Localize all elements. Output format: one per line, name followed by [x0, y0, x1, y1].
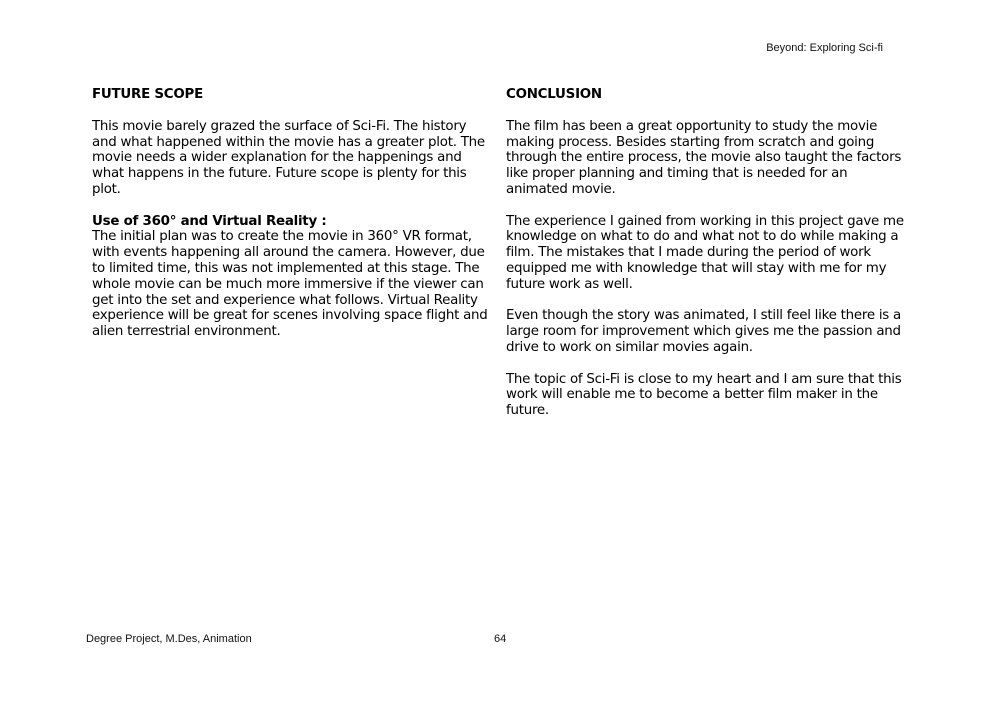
- conclusion-paragraph: Even though the story was animated, I still feel like there is a large room for improvement which gives me the passion and drive to work on similar movies again.: [506, 308, 901, 355]
- conclusion-paragraph: The film has been a great opportunity to study the movie making process. Besides starting from scratch and going through the entire process, the movie also taught the factors like proper planning and timing that is needed for an animated movie.: [506, 118, 902, 197]
- conclusion-title: CONCLUSION: [506, 87, 602, 102]
- vr-paragraph: The initial plan was to create the movie in 360° VR format, with events happening all around the camera. However, due to limited time, this was not implemented at this stage. The whole movie can be much more immersive if the viewer can get into the set and experience what follows. Virtual Reality experience will be great for scenes involving space flight and alien terrestrial environment.: [92, 229, 488, 340]
- vr-subheading: Use of 360° and Virtual Reality :: [92, 213, 327, 229]
- conclusion-section: [506, 86, 911, 435]
- page-number: 64: [494, 633, 507, 645]
- future-scope-title: FUTURE SCOPE: [92, 87, 203, 102]
- conclusion-paragraph: The experience I gained from working in this project gave me knowledge on what to do and what not to do while making a film. The mistakes that I made during the period of work equipped me with knowledge that will stay with me for my future work as well.: [506, 213, 904, 292]
- running-header: Beyond: Exploring Sci-fi: [766, 42, 883, 54]
- conclusion-paragraph: The topic of Sci-Fi is close to my heart and I am sure that this work will enable me to become a better film maker in the future.: [506, 371, 902, 419]
- future-scope-paragraph: This movie barely grazed the surface of Sci-Fi. The history and what happened within the movie has a greater plot. The movie needs a wider explanation for the happenings and what happens in the future. Future scope is plenty for this plot.: [92, 118, 485, 197]
- footer-project-label: Degree Project, M.Des, Animation: [86, 633, 252, 645]
- future-scope-section: [92, 86, 492, 356]
- vr-subsection: [92, 214, 492, 340]
